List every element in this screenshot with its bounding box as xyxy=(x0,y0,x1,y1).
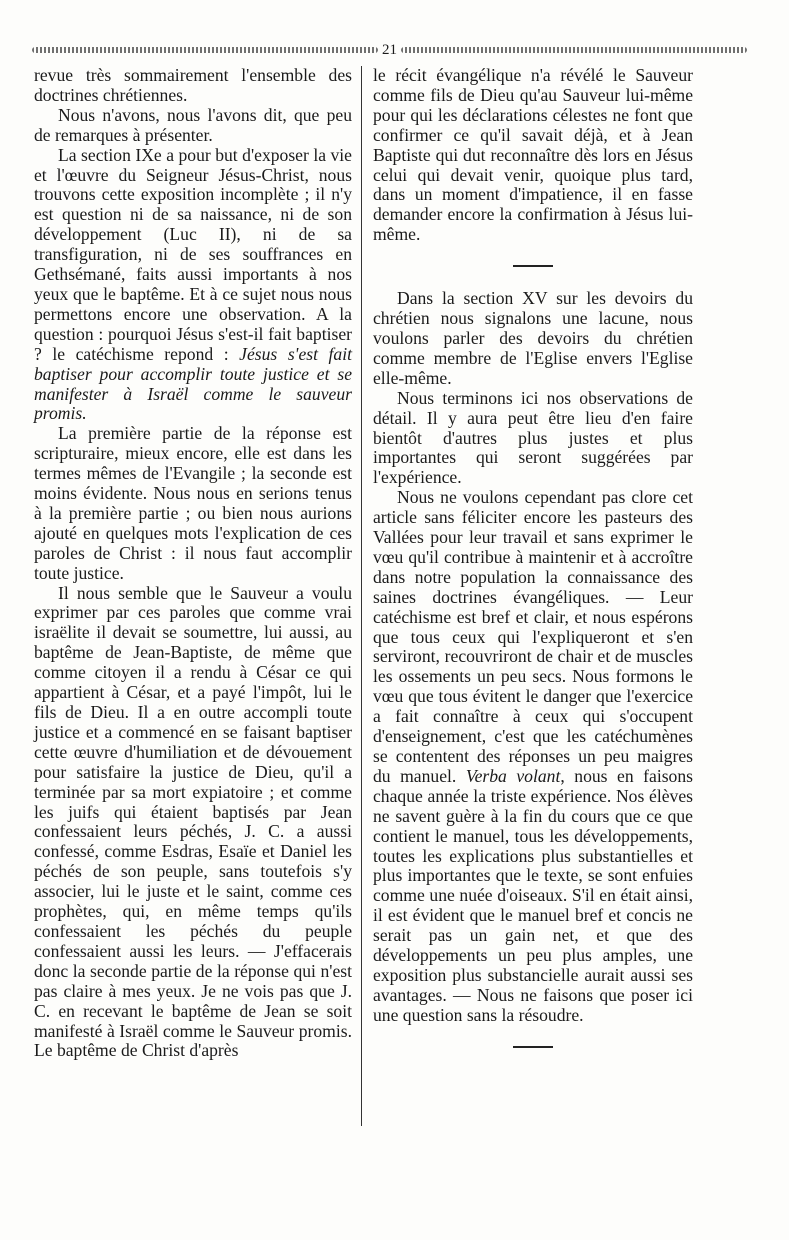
paragraph: Il nous semble que le Sauveur a voulu exprimer par ces paroles que comme vrai israëlite il devait se soumettre, lui aussi, au baptême de Jean-Baptiste, de même que comme citoyen il a rendu à César ce qui appartient à César, et a payé l'impôt, lui le fils de Dieu. Il a en outre accompli toute justice et a commencé en se faisant baptiser cette œuvre d'humiliation et de dévouement pour satisfaire la justice de Dieu, qu'il a terminée par sa mort expiatoire ; et comme les juifs qui étaient baptisés par Jean confessaient leurs péchés, J. C. a aussi confessé, comme Esdras, Esaïe et Daniel les péchés de son peuple, sans toutefois s'y associer, lui le juste et le saint, comme ces prophètes, qui, en même temps qu'ils confessaient les péchés du peuple confessaient aussi les leurs. — J'effacerais donc la seconde partie de la réponse qui n'est pas claire à mes yeux. Je ne vois pas que J. C. en recevant le baptême de Jean se soit manifesté à Israël comme le Sauveur promis. Le baptême de Christ d'après xyxy=(34,582,352,1061)
paragraph: La première partie de la réponse est scripturaire, mieux encore, elle est dans les termes mêmes de l'Evangile ; la seconde est moins évidente. Nous nous en serions tenus à la première partie ; ou bien nous aurions ajouté en quelques mots l'explication de ces paroles de Christ : il nous faut accomplir toute justice. xyxy=(34,423,352,583)
section-separator xyxy=(513,265,553,267)
paragraph: Nous n'avons, nous l'avons dit, que peu de remarques à présenter. xyxy=(34,104,352,145)
right-column xyxy=(373,66,693,1070)
paragraph-text: La section IXe a pour but d'exposer la vie et l'œuvre du Seigneur Jésus-Christ, nous trouvons cette exposition incomplète ; il n'y est question ni de sa naissance, ni de son développement (Luc II), ni de sa transfiguration, ni de ses souffrances en Gethsémané, faits aussi importants à nos yeux que le baptême. Et à ce sujet nous nous permettons encore une observation. A la question : pourquoi Jésus s'est-il fait baptiser ? le catéchisme repond : xyxy=(34,144,352,364)
latin-phrase: Verba volant xyxy=(465,765,561,786)
paragraph xyxy=(373,488,693,1025)
page-number: 21 xyxy=(382,41,397,58)
paragraph: Dans la section XV sur les devoirs du chrétien nous signalons une lacune, nous voulons parler des devoirs du chrétien comme membre de l'Eglise envers l'Eglise elle-même. xyxy=(373,288,693,388)
end-separator xyxy=(513,1046,553,1048)
page-header xyxy=(32,40,747,60)
header-ornament-left xyxy=(32,47,378,53)
paragraph: Nous terminons ici nos observations de détail. Il y aura peut être lieu d'en faire bientôt d'autres plus justes et plus importantes qui seront suggérées par l'expérience. xyxy=(373,387,693,488)
column-divider xyxy=(361,66,362,1126)
paragraph: le récit évangélique n'a révélé le Sauveur comme fils de Dieu qu'au Sauveur lui-même pour qui les déclarations célestes ne font que confirmer ce qu'il savait déjà, et à Jean Baptiste qui dut reconnaître dès lors en Jésus celui qui devait venir, quoique plus tard, dans un moment d'impatience, il en fasse demander encore la confirmation à Jésus lui-même. xyxy=(373,65,693,245)
catechism-answer: Jésus s'est fait baptiser pour accomplir toute justice et se manifester à Israël comme le sauveur promis. xyxy=(34,343,352,424)
header-ornament-right xyxy=(401,47,747,53)
paragraph xyxy=(34,146,352,425)
paragraph: revue très sommairement l'ensemble des doctrines chrétiennes. xyxy=(34,65,352,105)
left-column xyxy=(34,66,352,1061)
paragraph-text: , nous en faisons chaque année la triste expérience. Nos élèves ne savent guère à la fin du cours que ce que contient le manuel, tous les développements, toutes les explications plus substantielles et plus importantes que le texte, se sont enfuies comme une nuée d'oiseaux. S'il en était ainsi, il est évident que le manuel bref et concis ne serait pas un gain net, et que des développements un peu plus amples, une exposition plus substancielle aurait aussi ses avantages. — Nous ne faisons que poser ici une question sans la résoudre. xyxy=(373,765,693,1025)
paragraph-text: Nous ne voulons cependant pas clore cet article sans féliciter encore les pasteurs des Vallées pour leur travail et sans exprimer le vœu qu'il contribue à maintenir et à accroître dans notre population la connaissance des saines doctrines évangéliques. — Leur catéchisme est bref et clair, et nous espérons que tous ceux qui l'expliqueront et s'en serviront, recouvriront de chair et de muscles les ossements un peu secs. Nous formons le vœu que tous évitent le danger que l'exercice a fait connaître à ceux qui s'occupent d'enseignement, c'est que les catéchumènes se contentent des réponses un peu maigres du manuel. xyxy=(373,487,693,786)
